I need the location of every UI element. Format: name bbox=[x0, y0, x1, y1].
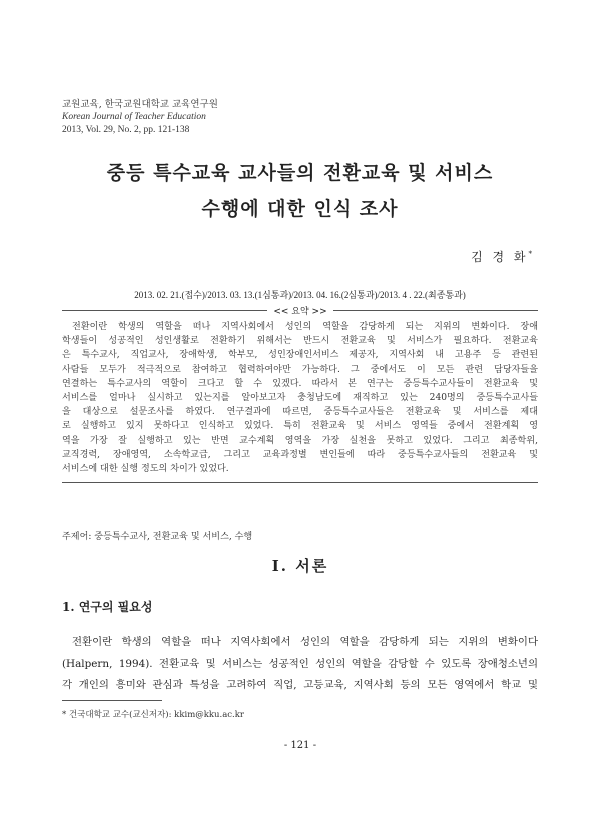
paper-title-line-1: 중등 특수교육 교사들의 전환교육 및 서비스 bbox=[106, 162, 494, 184]
journal-name-ko: 교원교육, 한국교원대학교 교육연구원 bbox=[62, 99, 218, 110]
body-line: 전환이란 학생의 역할을 떠나 지역사회에서 성인의 역할을 감당하게 되는 지위의 변화이다 bbox=[72, 636, 538, 648]
abstract-line: 역을 가장 잘 실행하고 있는 반면 교수계획 영역을 가장 실천을 못하고 있었다. 그리고 최종학위, bbox=[62, 435, 538, 446]
abstract-line: 연결하는 특수교사의 역할이 크다고 할 수 있겠다. 따라서 본 연구는 중등특수교사들이 전환교육 및 bbox=[62, 378, 538, 389]
abstract-line: 학생들이 성공적인 성인생활로 전환하기 위해서는 반드시 전환교육 및 서비스가 필요하다. 전환교육 bbox=[62, 336, 538, 347]
body-line: (Halpern, 1994). 전환교육 및 서비스는 성공적인 성인의 역할을 감당할 수 있도록 장애청소년의 bbox=[62, 657, 538, 670]
abstract-bottom-rule bbox=[62, 482, 538, 483]
abstract-line: 사람들 모두가 적극적으로 참여하고 협력하여야만 가능하다. 그 중에서도 이 모든 관련 담당자들을 bbox=[62, 364, 538, 375]
author bbox=[471, 248, 532, 265]
journal-volume: 2013, Vol. 29, No. 2, pp. 121-138 bbox=[62, 125, 190, 135]
abstract-line: 전환이란 학생의 역할을 떠나 지역사회에서 성인의 역할을 감당하게 되는 지위의 변화이다. 장애 bbox=[72, 322, 538, 332]
paper-title-line-2: 수행에 대한 인식 조사 bbox=[201, 198, 399, 220]
abstract-line: 을 대상으로 설문조사를 하였다. 연구결과에 따르면, 중등특수교사들은 전환교육 및 서비스를 제대 bbox=[62, 407, 538, 418]
abstract-line: 서비스에 대한 실행 정도의 차이가 있었다. bbox=[62, 464, 229, 475]
body-text bbox=[62, 632, 538, 697]
abstract-body bbox=[62, 320, 538, 476]
journal-name-en: Korean Journal of Teacher Education bbox=[62, 112, 206, 122]
abstract-line: 로 실행하고 있지 못하다고 인식하고 있었다. 특히 전환교육 및 서비스 영역들 중에서 전환계획 영 bbox=[62, 421, 538, 432]
page-number: - 121 - bbox=[283, 740, 317, 751]
review-dates: 2013. 02. 21.(접수)/2013. 03. 13.(1심통과)/2013. 04. 16.(2심통과)/2013. 4 . 22.(최종통과) bbox=[134, 290, 466, 300]
section-title: I. 서론 bbox=[271, 557, 329, 575]
abstract-line: 교직경력, 장애영역, 소속학교급, 그리고 교육과정별 변인들에 따라 중등특수교사들의 전환교육 및 bbox=[62, 449, 538, 460]
footnote: * 건국대학교 교수(교신저자): kkim@kku.ac.kr bbox=[62, 710, 244, 720]
author-footnote-mark: * bbox=[528, 250, 532, 258]
abstract-line: 은 특수교사, 직업교사, 장애학생, 학부모, 성인장애인서비스 제공자, 지역사회 내 고용주 등 관련된 bbox=[62, 350, 538, 361]
abstract-label: << 요약 >> bbox=[0, 304, 600, 317]
author-name: 김 경 화 bbox=[471, 250, 529, 264]
subsection-title: 1. 연구의 필요성 bbox=[62, 600, 153, 614]
footnote-rule bbox=[62, 700, 162, 701]
abstract-line: 서비스를 얼마나 실시하고 있는지를 알아보고자 충청남도에 재직하고 있는 240명의 중등특수교사들 bbox=[62, 393, 538, 404]
journal-header bbox=[62, 98, 218, 137]
keywords: 주제어: 중등특수교사, 전환교육 및 서비스, 수행 bbox=[62, 532, 253, 542]
body-line: 각 개인의 흥미와 관심과 특성을 고려하여 직업, 고등교육, 지역사회 등의 모든 영역에서 학교 및 bbox=[62, 679, 538, 691]
